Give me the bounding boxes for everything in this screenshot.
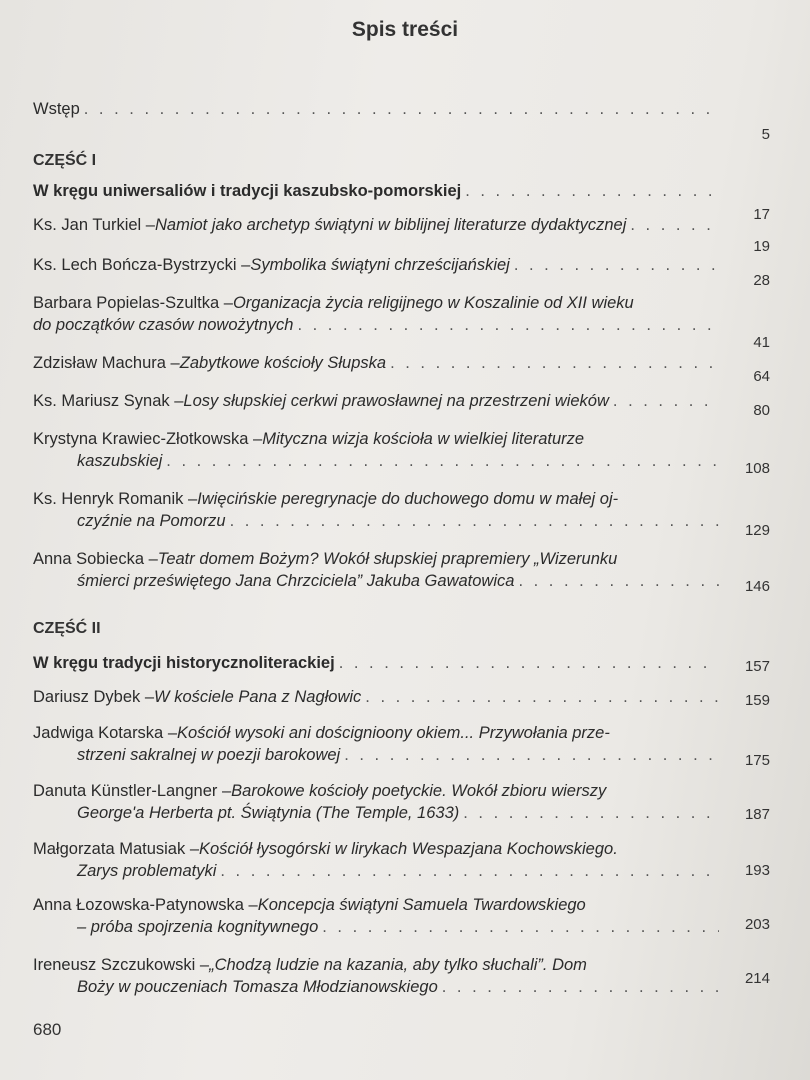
toc-entry — [33, 292, 770, 351]
part-heading — [33, 652, 770, 675]
entry-author: Zdzisław Machura – — [33, 354, 180, 372]
entry-title-cont: do początków czasów nowożytnych — [33, 316, 294, 334]
toc-entry — [33, 352, 770, 385]
leader-dots — [166, 450, 719, 472]
entry-author: Ks. Henryk Romanik – — [33, 490, 198, 508]
entry-author: Barbara Popielas-Szultka – — [33, 294, 233, 312]
page-number: 108 — [744, 460, 770, 477]
leader-dots — [630, 214, 719, 236]
leader-dots — [442, 976, 719, 998]
footer-page-number: 680 — [33, 1020, 62, 1039]
entry-title: Organizacja życia religijnego w Koszalinie od XII wieku — [232, 294, 634, 312]
entry-title: Namiot jako archetyp świątyni w biblijnej literaturze dydaktycznej — [154, 216, 627, 234]
entry-author: Małgorzata Matusiak – — [33, 840, 199, 858]
leader-dots — [463, 802, 719, 824]
page-number: 5 — [761, 126, 770, 143]
page-number: 41 — [753, 334, 770, 351]
toc-entry — [33, 838, 770, 882]
toc-entry — [33, 954, 770, 998]
page-title: Spis treści — [351, 18, 459, 41]
page-number: 159 — [744, 692, 770, 709]
page-number: 187 — [744, 806, 770, 823]
entry-title-cont: Boży w pouczeniach Tomasza Młodzianowskiego — [77, 978, 438, 996]
entry-title: „Chodzą ludzie na kazania, aby tylko słuchali”. Dom — [209, 956, 587, 974]
page-number: 203 — [744, 916, 770, 933]
part-heading — [33, 180, 770, 223]
entry-title: Teatr domem Bożym? Wokół słupskiej prapremiery „Wizerunku — [157, 550, 618, 568]
entry-author: Anna Sobiecka – — [33, 550, 158, 568]
entry-title: W kościele Pana z Nagłowic — [154, 688, 362, 706]
entry-author: Anna Łozowska-Patynowska – — [33, 896, 258, 914]
toc-entry — [33, 548, 770, 595]
entry-title-cont: – próba spojrzenia kognitywnego — [77, 918, 319, 936]
leader-dots — [297, 314, 719, 336]
entry-author: Ireneusz Szczukowski – — [33, 956, 210, 974]
leader-dots — [230, 510, 719, 532]
page-number: 129 — [744, 522, 770, 539]
toc-entry-intro — [33, 98, 770, 143]
entry-title-cont: śmierci przeświętego Jana Chrzciciela” Jakuba Gawatowica — [77, 572, 515, 590]
toc-entry — [33, 428, 770, 477]
page-number: 17 — [753, 206, 770, 223]
toc-entry — [33, 488, 770, 539]
leader-dots — [390, 352, 719, 374]
entry-title: Kościół wysoki ani doścignioony okiem... Przywołania prze- — [177, 724, 610, 742]
page-number: 64 — [753, 368, 770, 385]
entry-title-cont: Zarys problematyki — [77, 862, 217, 880]
leader-dots — [514, 254, 719, 276]
entry-title: Losy słupskiej cerkwi prawosławnej na przestrzeni wieków — [183, 392, 609, 410]
page-number: 80 — [753, 402, 770, 419]
entry-title: Symbolika świątyni chrześcijańskiej — [250, 256, 510, 274]
entry-title: Mityczna wizja kościoła w wielkiej literaturze — [262, 430, 585, 448]
entry-title-cont: czyźnie na Pomorzu — [77, 512, 226, 530]
entry-title: Zabytkowe kościoły Słupska — [179, 354, 387, 372]
page-number: 19 — [753, 238, 770, 255]
leader-dots — [344, 744, 719, 766]
entry-author: Ks. Lech Bończa-Bystrzycki – — [33, 256, 251, 274]
leader-dots — [465, 180, 719, 202]
toc-entry — [33, 894, 770, 938]
leader-dots — [339, 652, 719, 674]
part-heading-text: W kręgu uniwersaliów i tradycji kaszubsko-pomorskiej — [33, 182, 462, 200]
entry-title-cont: strzeni sakralnej w poezji barokowej — [77, 746, 341, 764]
entry-author: Dariusz Dybek – — [33, 688, 155, 706]
entry-title: Kościół łysogórski w lirykach Wespazjana Kochowskiego. — [199, 840, 618, 858]
toc-entry — [33, 254, 770, 289]
toc-entry — [33, 390, 770, 419]
toc-entry — [33, 686, 770, 709]
page-number: 214 — [744, 970, 770, 987]
toc-entry — [33, 722, 770, 769]
toc-entry — [33, 780, 770, 824]
entry-title: Barokowe kościoły poetyckie. Wokół zbioru wierszy — [231, 782, 607, 800]
page-number: 28 — [753, 272, 770, 289]
entry-title: Wstęp — [33, 100, 80, 118]
leader-dots — [220, 860, 719, 882]
entry-title: Iwięcińskie peregrynacje do duchowego domu w małej oj- — [197, 490, 619, 508]
entry-title-cont: George'a Herberta pt. Świątynia (The Temple, 1633) — [77, 804, 460, 822]
leader-dots — [365, 686, 719, 708]
page-number: 146 — [744, 578, 770, 595]
entry-author: Krystyna Krawiec-Złotkowska – — [33, 430, 263, 448]
leader-dots — [322, 916, 719, 938]
leader-dots — [84, 98, 719, 120]
entry-author: Jadwiga Kotarska – — [33, 724, 177, 742]
page-number: 193 — [744, 862, 770, 879]
entry-author: Ks. Mariusz Synak – — [33, 392, 184, 410]
leader-dots — [518, 570, 719, 592]
entry-title: Koncepcja świątyni Samuela Twardowskiego — [257, 896, 586, 914]
part-label: CZĘŚĆ II — [33, 620, 101, 637]
entry-author: Danuta Künstler-Langner – — [33, 782, 232, 800]
entry-author: Ks. Jan Turkiel – — [33, 216, 155, 234]
page-number: 157 — [744, 658, 770, 675]
part-heading-text: W kręgu tradycji historycznoliterackiej — [33, 654, 335, 672]
part-label: CZĘŚĆ I — [33, 152, 97, 169]
page-number: 175 — [744, 752, 770, 769]
entry-title-cont: kaszubskiej — [77, 452, 163, 470]
